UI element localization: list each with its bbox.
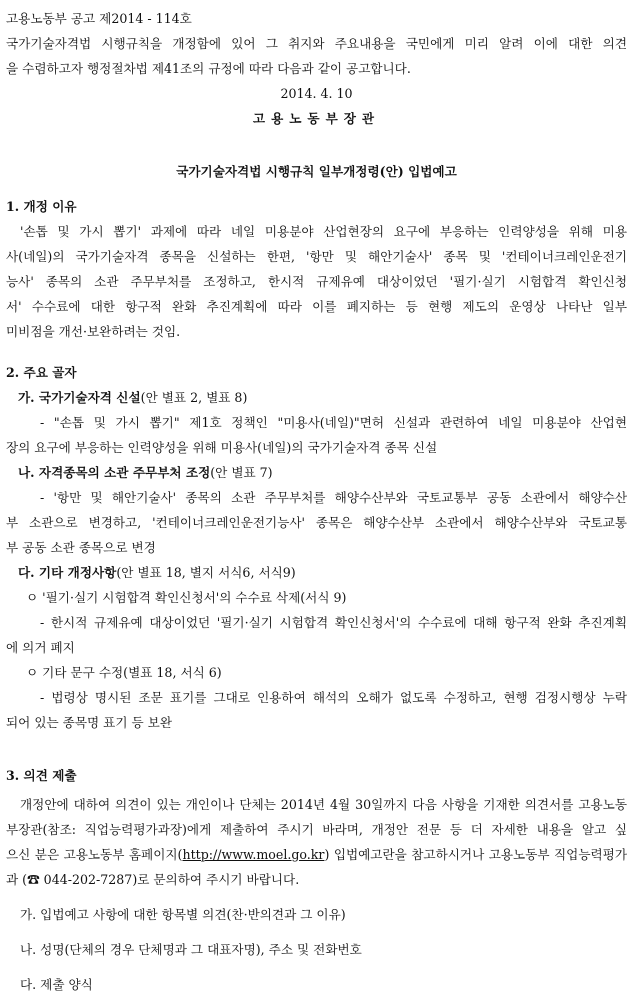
section-1-line: 서' 수수료에 대한 항구적 완화 추진계획에 따라 이를 폐지하는 등 현행 제도의 운영상 나타난 일부 [6, 299, 627, 314]
subsection-da-item-1-line: - 한시적 규제유예 대상이었던 '필기·실기 시험합격 확인신청서'의 수수료에 대해 항구적 완화 추진계획 [40, 615, 627, 630]
subsection-ga-title: 가. 국가기술자격 신설 [18, 390, 141, 405]
subsection-na-heading [6, 460, 627, 485]
subsection-da-title: 다. 기타 개정사항 [18, 565, 117, 580]
section-1-title: 1. 개정 이유 [6, 199, 77, 214]
section-3-line-with-link [6, 842, 627, 867]
subsection-da-item-2-line: - 법령상 명시된 조문 표기를 그대로 인용하여 해석의 오해가 없도록 수정하고, 현행 검정시행상 누락 [40, 690, 627, 705]
section-1-line: '손톱 및 가시 뽑기' 과제에 따라 네일 미용분야 산업현장의 요구에 부응하는 인력양성을 위해 미용 [20, 224, 627, 239]
subsection-ga-heading [6, 385, 627, 410]
subsection-ga-ref: (안 별표 2, 별표 8) [140, 390, 248, 405]
section-3-line3-pre: 으신 분은 고용노동부 홈페이지( [6, 847, 183, 862]
notice-date: 2014. 4. 10 [280, 86, 353, 101]
section-3-line3-post: ) 입법예고란을 참고하시거나 고용노동부 직업능력평가 [324, 847, 627, 862]
section-3-line: 부장관(참조: 직업능력평가과장)에게 제출하여 주시기 바라며, 개정안 전문 등 더 자세한 내용을 알고 싶 [6, 822, 627, 837]
section-1-line: 사(네일)의 국가기술자격 종목을 신설하는 한편, '항만 및 해안기술사' 종목 및 '컨테이너크레인운전기 [6, 249, 627, 264]
subsection-na-line: 부 공동 소관 종목으로 변경 [6, 540, 156, 555]
subsection-da-item-1: ㅇ '필기·실기 시험합격 확인신청서'의 수수료 삭제(서식 9) [26, 590, 347, 605]
subsection-da-ref: (안 별표 18, 별지 서식6, 서식9) [116, 565, 296, 580]
subsection-na-line: - '항만 및 해안기술사' 종목의 소관 주무부처를 해양수산부와 국토교통부 공동 소관에서 해양수산 [40, 490, 627, 505]
section-3-item: 다. 제출 양식 [20, 977, 93, 992]
subsection-na-title: 나. 자격종목의 소관 주무부처 조정 [18, 465, 211, 480]
section-3-line: 개정안에 대하여 의견이 있는 개인이나 단체는 2014년 4월 30일까지 다음 사항을 기재한 의견서를 고용노동 [20, 797, 627, 812]
section-3-line: 과 (☎ 044-202-7287)로 문의하여 주시기 바랍니다. [6, 872, 300, 887]
section-3-item: 나. 성명(단체의 경우 단체명과 그 대표자명), 주소 및 전화번호 [20, 942, 362, 957]
intro-line-2: 을 수렴하고자 행정절차법 제41조의 규정에 따라 다음과 같이 공고합니다. [6, 61, 411, 76]
subsection-ga-line: 장의 요구에 부응하는 인력양성을 위해 미용사(네일)의 국가기술자격 종목 신설 [6, 440, 438, 455]
subsection-na-line: 부 소관으로 변경하고, '컨테이너크레인운전기능사' 종목은 해양수산부 소관에서 해양수산부와 국토교통 [6, 515, 627, 530]
subsection-na-ref: (안 별표 7) [210, 465, 273, 480]
section-1-line: 능사' 종목의 소관 주무부처를 조정하고, 한시적 규제유예 대상이었던 '필기·실기 시험합격 확인신청 [6, 274, 627, 289]
section-2-title: 2. 주요 골자 [6, 365, 77, 380]
moel-homepage-link[interactable]: http://www.moel.go.kr [182, 847, 325, 862]
subsection-da-item-1-line: 에 의거 폐지 [6, 640, 75, 655]
section-3-title: 3. 의견 제출 [6, 768, 77, 783]
notice-number: 고용노동부 공고 제2014 - 114호 [6, 11, 192, 26]
subsection-ga-line: - "손톱 및 가시 뽑기" 제1호 정책인 "미용사(네일)"면허 신설과 관련하여 네일 미용분야 산업현 [40, 415, 627, 430]
minister-signature: 고용노동부장관 [252, 111, 381, 126]
subsection-da-item-2-line: 되어 있는 종목명 표기 등 보완 [6, 715, 173, 730]
section-1-line: 미비점을 개선·보완하려는 것임. [6, 324, 181, 339]
subsection-da-heading [6, 560, 627, 585]
subsection-da-item-2: ㅇ 기타 문구 수정(별표 18, 서식 6) [26, 665, 222, 680]
intro-line-1: 국가기술자격법 시행규칙을 개정함에 있어 그 취지와 주요내용을 국민에게 미리 알려 이에 대한 의견 [6, 36, 627, 51]
section-3-item: 가. 입법예고 사항에 대한 항목별 의견(찬·반의견과 그 이유) [20, 907, 346, 922]
document-title: 국가기술자격법 시행규칙 일부개정령(안) 입법예고 [176, 164, 457, 179]
